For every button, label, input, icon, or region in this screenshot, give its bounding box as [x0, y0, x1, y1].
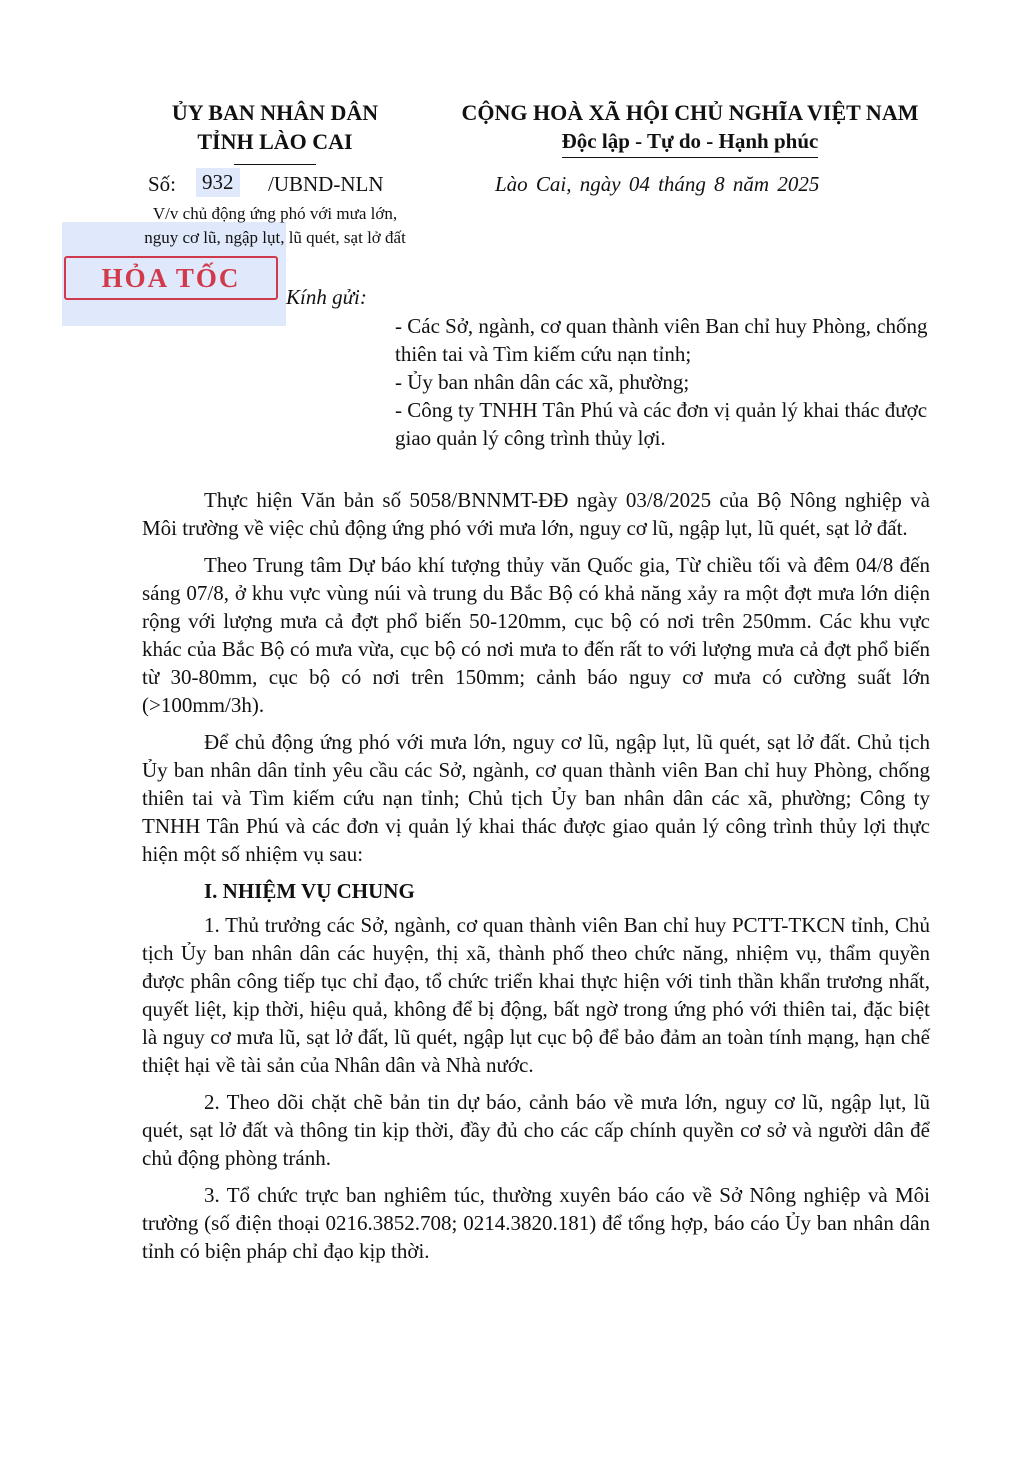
recipient-item: - Các Sở, ngành, cơ quan thành viên Ban chỉ huy Phòng, chống thiên tai và Tìm kiếm cứu nạn tỉnh; [395, 314, 928, 366]
body-paragraph: Thực hiện Văn bản số 5058/BNNMT-ĐĐ ngày 03/8/2025 của Bộ Nông nghiệp và Môi trường về việc chủ động ứng phó với mưa lớn, nguy cơ lũ, ngập lụt, lũ quét, sạt lở đất. [142, 488, 930, 540]
task-item: 1. Thủ trưởng các Sở, ngành, cơ quan thành viên Ban chỉ huy PCTT-TKCN tỉnh, Chủ tịch Ủy ban nhân dân các huyện, thị xã, thành phố theo chức năng, nhiệm vụ, thẩm quyền được phân công tiếp tục chỉ đạo, tổ chức triển khai thực hiện với tinh thần khẩn trương nhất, quyết liệt, kịp thời, hiệu quả, không để bị động, bất ngờ trong ứng phó với thiên tai, đặc biệt là nguy cơ mưa lũ, sạt lở đất, lũ quét, ngập lụt cục bộ để bảo đảm an toàn tính mạng, hạn chế thiệt hại về tài sản của Nhân dân và Nhà nước. [142, 913, 930, 1077]
doc-number-code: /UBND-NLN [268, 172, 384, 196]
body-paragraph: Theo Trung tâm Dự báo khí tượng thủy văn Quốc gia, Từ chiều tối và đêm 04/8 đến sáng 07/8, ở khu vực vùng núi và trung du Bắc Bộ có khả năng xảy ra một đợt mưa lớn diện rộng với lượng mưa cả đợt phổ biến 50-120mm, cục bộ có nơi trên 250mm. Các khu vực khác của Bắc Bộ có mưa vừa, cục bộ có nơi mưa to đến rất to với lượng mưa cả đợt phổ biến từ 30-80mm, cục bộ có nơi trên 150mm; cảnh báo nguy cơ mưa có cường suất lớn (>100mm/3h). [142, 553, 930, 717]
nation-line1: CỘNG HOÀ XÃ HỘI CHỦ NGHĨA VIỆT NAM [461, 100, 919, 125]
task-item: 2. Theo dõi chặt chẽ bản tin dự báo, cảnh báo về mưa lớn, nguy cơ lũ, ngập lụt, lũ quét, sạt lở đất và thông tin kịp thời, đầy đủ cho các cấp chính quyền cơ sở và người dân để chủ động phòng tránh. [142, 1090, 930, 1170]
agency-underline [120, 156, 430, 165]
agency-line1: ỦY BAN NHÂN DÂN [171, 100, 379, 125]
agency-header [120, 98, 430, 165]
doc-number-value: 932 [196, 168, 240, 197]
issue-date: Lào Cai, ngày 04 tháng 8 năm 2025 [495, 172, 820, 196]
recipient-list [395, 312, 935, 452]
nation-header [440, 98, 940, 158]
task-item: 3. Tổ chức trực ban nghiêm túc, thường xuyên báo cáo về Sở Nông nghiệp và Môi trường (số điện thoại 0216.3852.708; 0214.3820.181) để tổng hợp, báo cáo Ủy ban nhân dân tỉnh có biện pháp chỉ đạo kịp thời. [142, 1183, 930, 1263]
recipient-item: - Ủy ban nhân dân các xã, phường; [395, 370, 690, 394]
doc-number-label: Số: [148, 172, 177, 196]
nation-motto: Độc lập - Tự do - Hạnh phúc [562, 127, 819, 158]
urgent-stamp: HỎA TỐC [64, 256, 278, 300]
recipient-item: - Công ty TNHH Tân Phú và các đơn vị quản lý khai thác được giao quản lý công trình thủy lợi. [395, 398, 928, 450]
subject-line2: nguy cơ lũ, ngập lụt, lũ quét, sạt lở đất [144, 228, 406, 247]
subject-summary [120, 202, 430, 250]
body-paragraph: Để chủ động ứng phó với mưa lớn, nguy cơ lũ, ngập lụt, lũ quét, sạt lở đất. Chủ tịch Ủy ban nhân dân tỉnh yêu cầu các Sở, ngành, cơ quan thành viên Ban chỉ huy Phòng, chống thiên tai và Tìm kiếm cứu nạn tỉnh; Chủ tịch Ủy ban nhân dân các xã, phường; Công ty TNHH Tân Phú và các đơn vị quản lý khai thác được giao quản lý công trình thủy lợi thực hiện một số nhiệm vụ sau: [142, 730, 930, 866]
agency-line2: TỈNH LÀO CAI [197, 129, 353, 154]
subject-line1: V/v chủ động ứng phó với mưa lớn, [152, 204, 398, 223]
document-body [142, 486, 930, 1274]
greeting: Kính gửi: [286, 285, 367, 309]
section-heading: I. NHIỆM VỤ CHUNG [204, 879, 415, 903]
